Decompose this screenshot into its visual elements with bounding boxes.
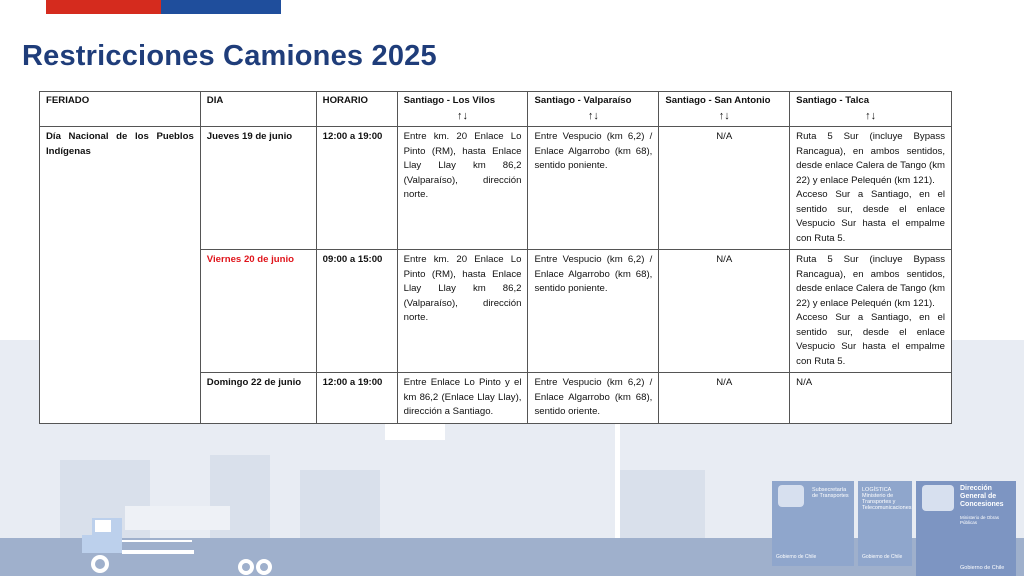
feriado-cell: Día Nacional de los Pueblos Indígenas bbox=[40, 127, 201, 424]
table-header-row bbox=[40, 92, 952, 127]
valparaiso-cell: Entre Vespucio (km 6,2) / Enlace Algarrobo (km 68), sentido oriente. bbox=[528, 373, 659, 424]
horario-cell: 12:00 a 19:00 bbox=[316, 127, 397, 250]
horario-cell: 12:00 a 19:00 bbox=[316, 373, 397, 424]
logo-direccion-general-concesiones: Dirección General de Concesiones Ministerio de Obras Públicas Gobierno de Chile bbox=[916, 481, 1016, 576]
footer-logos bbox=[772, 481, 912, 566]
chile-flag-bar bbox=[46, 0, 281, 14]
talca-cell bbox=[790, 250, 952, 373]
talca-cell bbox=[790, 373, 952, 424]
bidirectional-arrows-icon: ↑↓ bbox=[718, 109, 730, 122]
header-talca: Santiago - Talca ↑↓ bbox=[790, 92, 952, 127]
government-seal-icon bbox=[922, 485, 954, 511]
san-antonio-cell: N/A bbox=[659, 127, 790, 250]
dia-cell: Jueves 19 de junio bbox=[200, 127, 316, 250]
talca-text-1: Ruta 5 Sur (incluye Bypass Rancagua), en ambos sentidos, desde enlace Calera de Tango (km 22) y enlace Pelequén (km 121). bbox=[796, 131, 945, 186]
horario-cell: 09:00 a 15:00 bbox=[316, 250, 397, 373]
los-vilos-cell: Entre Enlace Lo Pinto y el km 86,2 (Enlace Llay Llay), dirección a Santiago. bbox=[397, 373, 528, 424]
header-feriado: FERIADO bbox=[40, 92, 201, 127]
dia-cell: Viernes 20 de junio bbox=[200, 250, 316, 373]
valparaiso-cell: Entre Vespucio (km 6,2) / Enlace Algarrobo (km 68), sentido poniente. bbox=[528, 250, 659, 373]
header-horario: HORARIO bbox=[316, 92, 397, 127]
valparaiso-cell: Entre Vespucio (km 6,2) / Enlace Algarrobo (km 68), sentido poniente. bbox=[528, 127, 659, 250]
flag-blue-segment bbox=[161, 0, 281, 14]
restrictions-table bbox=[39, 91, 952, 424]
header-dia: DIA bbox=[200, 92, 316, 127]
table-row bbox=[40, 127, 952, 250]
bidirectional-arrows-icon: ↑↓ bbox=[865, 109, 877, 122]
logo-logistica: LOGÍSTICA Ministerio de Transportes y Telecomunicaciones Gobierno de Chile bbox=[858, 481, 912, 566]
page-title: Restricciones Camiones 2025 bbox=[22, 40, 437, 72]
government-seal-icon bbox=[778, 485, 804, 507]
flag-red-segment bbox=[46, 0, 161, 14]
bidirectional-arrows-icon: ↑↓ bbox=[587, 109, 599, 122]
talca-text-1: N/A bbox=[796, 377, 813, 388]
header-los-vilos: Santiago - Los Vilos ↑↓ bbox=[397, 92, 528, 127]
logo-subsecretaria-transportes: Subsecretaría de Transportes Gobierno de Chile bbox=[772, 481, 854, 566]
dia-cell: Domingo 22 de junio bbox=[200, 373, 316, 424]
san-antonio-cell: N/A bbox=[659, 373, 790, 424]
header-san-antonio: Santiago - San Antonio ↑↓ bbox=[659, 92, 790, 127]
header-valparaiso: Santiago - Valparaíso ↑↓ bbox=[528, 92, 659, 127]
talca-text-1: Ruta 5 Sur (incluye Bypass Rancagua), en ambos sentidos, desde enlace Calera de Tango (km 22) y enlace Pelequén (km 121). bbox=[796, 254, 945, 309]
talca-text-2: Acceso Sur a Santiago, en el sentido sur, desde el enlace Vespucio Sur hasta el empalme con Ruta 5. bbox=[796, 189, 945, 244]
san-antonio-cell: N/A bbox=[659, 250, 790, 373]
talca-text-2: Acceso Sur a Santiago, en el sentido sur, desde el enlace Vespucio Sur hasta el empalme con Ruta 5. bbox=[796, 312, 945, 367]
talca-cell bbox=[790, 127, 952, 250]
los-vilos-cell: Entre km. 20 Enlace Lo Pinto (RM), hasta Enlace Llay Llay km 86,2 (Valparaíso), dirección norte. bbox=[397, 127, 528, 250]
los-vilos-cell: Entre km. 20 Enlace Lo Pinto (RM), hasta Enlace Llay Llay km 86,2 (Valparaíso), dirección norte. bbox=[397, 250, 528, 373]
bidirectional-arrows-icon: ↑↓ bbox=[457, 109, 469, 122]
